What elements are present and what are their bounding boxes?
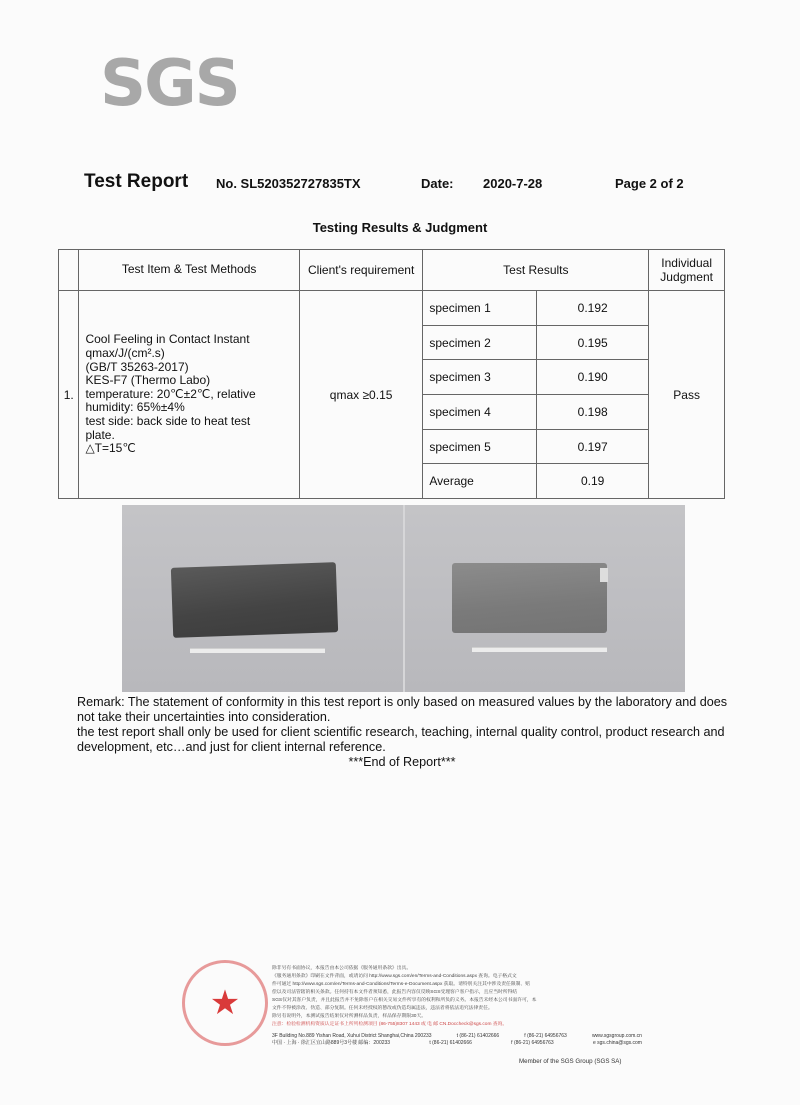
average-value: 0.19	[537, 464, 649, 499]
test-method-cell	[79, 291, 299, 499]
table-header-row	[59, 250, 725, 291]
results-table	[58, 249, 725, 499]
method-line: KES-F7 (Thermo Labo)	[85, 373, 211, 388]
footer-line: 偿以及司法管辖的相关条款。任何持有本文件者须知悉，此报告内容仅反映SGS受理客户客户指示，且应当时所得结	[272, 990, 518, 995]
star-icon: ★	[209, 984, 241, 1022]
date-value: 2020-7-28	[483, 176, 543, 191]
remark-block	[77, 695, 747, 770]
header-item: Test Item & Test Methods	[79, 250, 299, 291]
address-row	[272, 1033, 642, 1040]
footer-line: 件可通过 http://www.sgs.com/en/Terms-and-Conditions/Terms-e-Document.aspx 获取。请特别关注其中涉及责任限制、赔	[272, 982, 531, 987]
address-text: 中国 · 上海 · 徐汇区宜山路889号3号楼 邮编：200233	[272, 1040, 391, 1046]
footer-address	[272, 1033, 642, 1047]
specimen-label: specimen 4	[423, 395, 537, 430]
method-line: test side: back side to heat test	[85, 413, 251, 428]
header-judgment	[649, 250, 725, 291]
dark-towel-sample	[171, 562, 338, 638]
footer-line: 除非另有书面协议，本报告由本公司依据《服务通用条款》出具。	[272, 966, 412, 971]
address-text: 3F Building No.889 Yishan Road, Xuhui District Shanghai,China 200233	[272, 1033, 432, 1039]
method-line: (GB/T 35263-2017)	[85, 359, 189, 374]
address-web: www.sgsgroup.com.cn	[591, 1033, 642, 1039]
judgment-cell: Pass	[649, 291, 725, 499]
method-line: Cool Feeling in Contact Instant	[85, 332, 250, 347]
footer-line: 《服务通用条款》印刷在文件背面，或请访问 http://www.sgs.com/en/Terms-and-Conditions.aspx 查询。电子格式文	[272, 974, 517, 979]
specimen-value: 0.197	[537, 429, 649, 464]
inspection-seal	[182, 960, 268, 1046]
towel-tag	[600, 568, 608, 582]
specimen-value: 0.198	[537, 395, 649, 430]
specimen-label: specimen 5	[423, 429, 537, 464]
method-line: plate.	[85, 427, 115, 442]
method-line: temperature: 20℃±2℃, relative	[85, 386, 256, 401]
header-results: Test Results	[423, 250, 649, 291]
remark-conformity: Remark: The statement of conformity in this test report is only based on measured values by the laboratory and does not take their uncertainties into consideration.	[77, 695, 728, 724]
footer-line: 除另有说明外，本测试报告结果仅对所测样品负责，样品保存期限30天。	[272, 1014, 427, 1019]
average-label: Average	[423, 464, 537, 499]
address-email: e sgs.china@sgs.com	[592, 1040, 642, 1046]
row-number: 1.	[59, 291, 79, 499]
footer-terms	[272, 965, 642, 1029]
specimen-label: specimen 1	[423, 291, 537, 326]
light-towel-sample	[452, 563, 607, 633]
remark-usage: the test report shall only be used for client scientific research, teaching, internal quality control, product research and development, etc…and just for client internal reference.	[77, 725, 725, 754]
specimen-value: 0.190	[537, 360, 649, 395]
address-row	[272, 1040, 642, 1047]
footer-line: 文件不得被涂改、伪造、部分复制。任何未经授权的篡改或伪造均属违法，违法者将依法追究法律责任。	[272, 1006, 493, 1011]
sample-photo	[122, 505, 685, 692]
header-judgment-line2: Judgment	[660, 270, 713, 284]
sgs-logo: SGS	[100, 47, 239, 121]
report-number: No. SL520352727835TX	[216, 176, 361, 191]
address-phone: t (86-21) 61402666	[429, 1040, 472, 1046]
date-label: Date:	[421, 176, 454, 191]
footer-line: SGS仅对其客户负责，并且此报告并不免除客户在相关交易文件所享有的权利和所负的义务。本报告未经本公司书面许可，本	[272, 998, 537, 1003]
report-title: Test Report	[84, 171, 189, 192]
method-line: △T=15℃	[85, 441, 136, 456]
ruler-left	[190, 648, 325, 653]
requirement-cell: qmax ≥0.15	[299, 291, 423, 499]
table-row	[59, 291, 725, 326]
footer-line: 注意：检验检测机构资质认定证书上所列检测项目 (86-755)8307 1443 或 电 邮 CN.Doccheck@sgs.com 查询。	[272, 1022, 508, 1027]
header-judgment-line1: Individual	[661, 256, 712, 270]
method-line: qmax/J/(cm².s)	[85, 345, 165, 360]
specimen-label: specimen 2	[423, 325, 537, 360]
ruler-right	[472, 647, 607, 652]
photo-divider	[403, 505, 405, 692]
header-number-cell	[59, 250, 79, 291]
address-phone: t (86-21) 61402666	[456, 1033, 500, 1039]
section-title: Testing Results & Judgment	[312, 220, 488, 235]
method-line: humidity: 65%±4%	[85, 400, 185, 415]
header-requirement: Client's requirement	[299, 250, 423, 291]
specimen-value: 0.195	[537, 325, 649, 360]
member-note: Member of the SGS Group (SGS SA)	[519, 1058, 622, 1065]
page-indicator: Page 2 of 2	[615, 176, 684, 191]
address-fax: f (86-21) 64956763	[511, 1040, 554, 1046]
end-of-report: ***End of Report***	[348, 755, 456, 769]
address-fax: f (86-21) 64956763	[524, 1033, 567, 1039]
specimen-value: 0.192	[537, 291, 649, 326]
specimen-label: specimen 3	[423, 360, 537, 395]
